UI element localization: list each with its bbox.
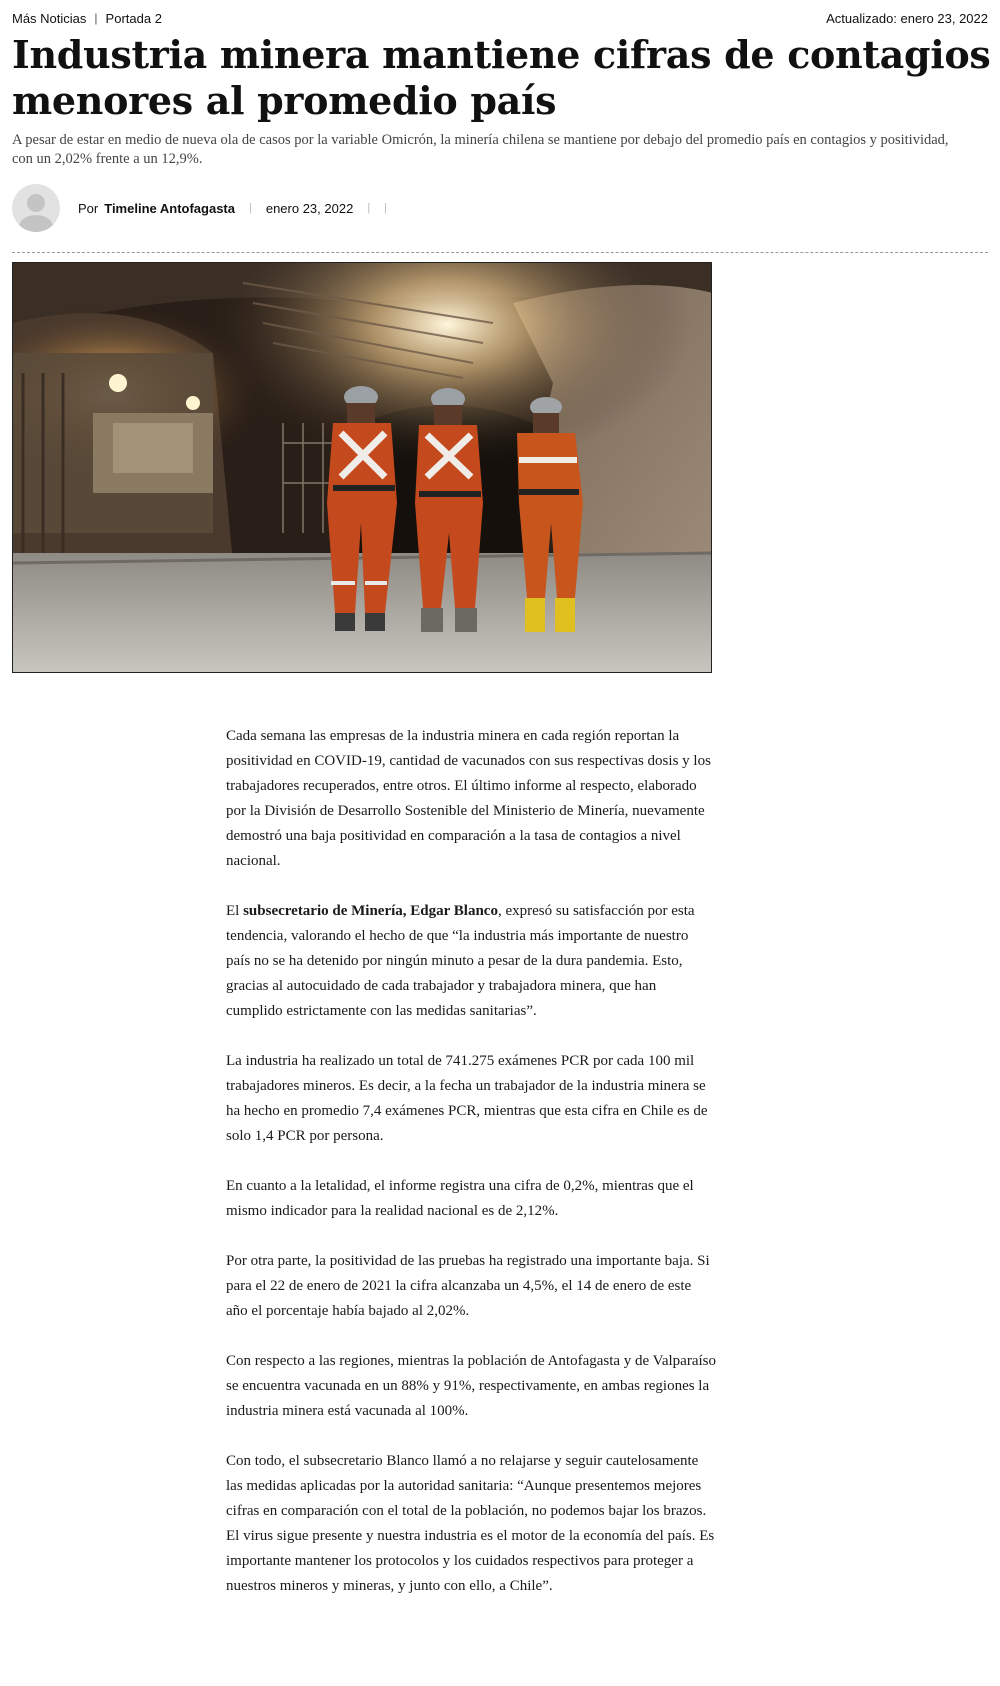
avatar-shoulders-shape	[19, 215, 53, 232]
hero-image	[12, 262, 712, 673]
paragraph-7: Con todo, el subsecretario Blanco llamó a no relajarse y seguir cautelosamente las medidas aplicadas por la autoridad sanitaria: “Aunque presentemos mejores cifras en comparación con el total de la población, no podemos bajar los brazos. El virus sigue presente y nuestra industria es el motor de la economía del país. Es importante mantener los protocolos y los cuidados respectivos para proteger a nuestros mineros y mineras, y junto con ello, a Chile”.	[226, 1453, 715, 1594]
article-title: Industria minera mantiene cifras de contagios menores al promedio país	[12, 32, 991, 123]
mining-truck-shape	[13, 353, 213, 553]
header-divider	[12, 252, 988, 253]
avatar-head-shape	[27, 194, 45, 212]
mine-tunnel-illustration	[13, 263, 712, 673]
updated-date: Actualizado: enero 23, 2022	[826, 10, 988, 26]
paragraph-2	[226, 899, 716, 1024]
breadcrumb-mas-noticias[interactable]: Más Noticias	[12, 10, 87, 26]
byline-separator: |	[248, 202, 252, 214]
breadcrumb-portada-2[interactable]: Portada 2	[105, 10, 162, 26]
paragraph-6: Con respecto a las regiones, mientras la población de Antofagasta y de Valparaíso se encuentra vacunada en un 88% y 91%, respectivamente, en ambas regiones la industria minera está vacunada al 100%.	[226, 1353, 716, 1419]
paragraph-2-lead: El	[226, 903, 244, 919]
byline-separator-3: |	[384, 202, 388, 214]
article-subtitle: A pesar de estar en medio de nueva ola de casos por la variable Omicrón, la minería chilena se mantiene por debajo del promedio país en contagios y positividad, con un 2,02% frente a un 12,9%.	[12, 132, 949, 167]
byline-prefix: Por	[78, 200, 99, 216]
top-bar	[12, 8, 988, 28]
paragraph-5: Por otra parte, la positividad de las pruebas ha registrado una importante baja. Si para el 22 de enero de 2021 la cifra alcanzaba un 4,5%, el 14 de enero de este año el porcentaje había bajado al 2,02%.	[226, 1253, 710, 1319]
paragraph-2-bold: subsecretario de Minería, Edgar Blanco	[243, 903, 498, 919]
author-avatar[interactable]	[12, 184, 60, 232]
breadcrumb	[12, 11, 162, 26]
breadcrumb-separator: |	[94, 11, 98, 25]
paragraph-2-rest: , expresó su satisfacción por esta tendencia, valorando el hecho de que “la industria más importante de nuestro país no se ha detenido por ningún minuto a pesar de la dura pandemia. Esto, gracias al autocuidado de cada trabajador y trabajadora minera, que han cumplido estrictamente con las medidas sanitarias”.	[226, 903, 695, 1019]
byline-separator-2: |	[367, 202, 371, 214]
paragraph-1: Cada semana las empresas de la industria minera en cada región reportan la positividad en COVID-19, cantidad de vacunados con sus respectivas dosis y los trabajadores recuperados, entre otros. El último informe al respecto, elaborado por la División de Desarrollo Sostenible del Ministerio de Minería, nuevamente demostró una baja positividad en comparación a la tasa de contagios a nivel nacional.	[226, 728, 711, 869]
byline	[12, 183, 972, 233]
paragraph-3: La industria ha realizado un total de 741.275 exámenes PCR por cada 100 mil trabajadores mineros. Es decir, a la fecha un trabajador de la industria minera se ha hecho en promedio 7,4 exámenes PCR, mientras que esta cifra en Chile es de solo 1,4 PCR por persona.	[226, 1053, 708, 1144]
paragraph-4: En cuanto a la letalidad, el informe registra una cifra de 0,2%, mientras que el mismo indicador para la realidad nacional es de 2,12%.	[226, 1178, 694, 1219]
publish-date: enero 23, 2022	[265, 200, 354, 216]
article-body	[226, 724, 716, 1624]
author-name[interactable]: Timeline Antofagasta	[104, 200, 235, 216]
